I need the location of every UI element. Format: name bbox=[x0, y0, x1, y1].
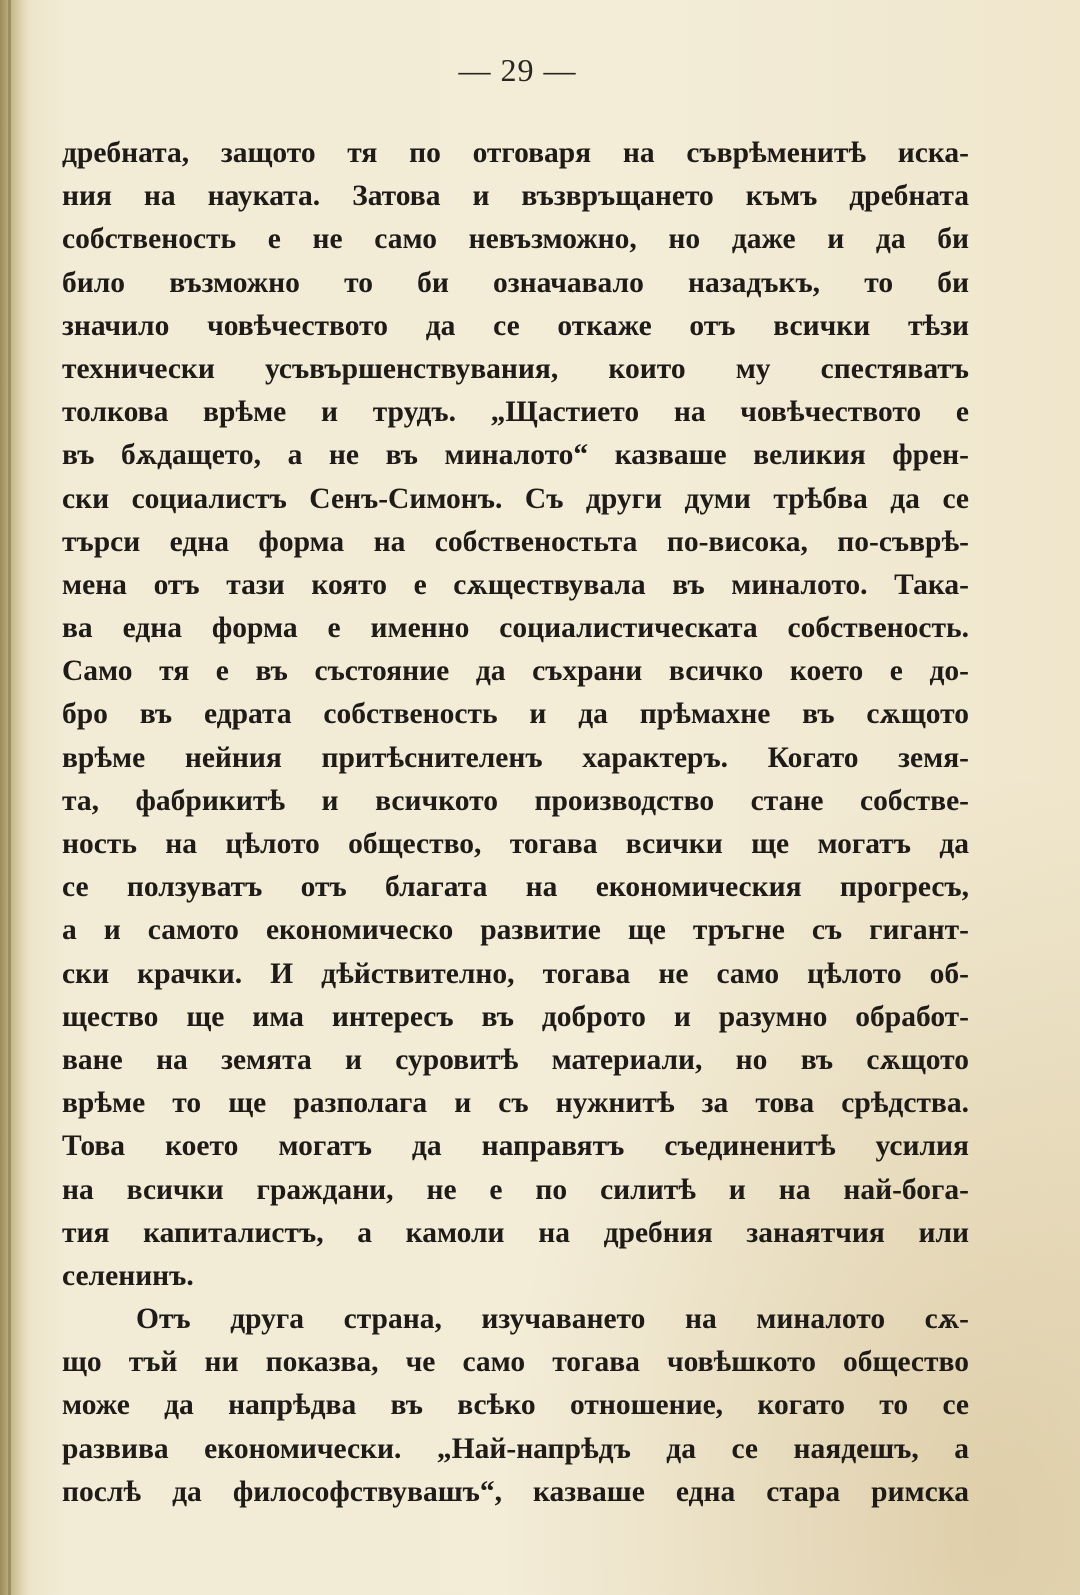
text-line: ски социалистъ Сенъ-Симонъ. Съ други думи трѣбва да се bbox=[62, 482, 969, 515]
text-line: щество ще има интересъ въ доброто и разумно обработ- bbox=[62, 1000, 969, 1033]
text-line: търси една форма на собственостьта по-висока, по-съврѣ- bbox=[62, 525, 969, 558]
text-line: та, фабрикитѣ и всичкото производство стане собстве- bbox=[62, 784, 969, 817]
text-line: ване на земята и суровитѣ материали, но въ сѫщото bbox=[62, 1043, 969, 1076]
text-line: бро въ едрата собственость и да прѣмахне въ сѫщото bbox=[62, 698, 969, 731]
text-line: толкова врѣме и трудъ. „Щастието на човѣчеството е bbox=[62, 396, 969, 429]
text-line: ния на науката. Затова и възвръщането къмъ дребната bbox=[62, 180, 969, 213]
text-line: мена отъ тази която е сѫществувала въ миналото. Така- bbox=[62, 568, 969, 601]
text-line: послѣ да философствувашъ“, казваше една стара римска bbox=[62, 1475, 969, 1508]
text-line: значило човѣчеството да се откаже отъ всички тѣзи bbox=[62, 309, 969, 342]
text-line: ность на цѣлото общество, тогава всички ще могатъ да bbox=[62, 828, 969, 860]
text-line: се ползуватъ отъ благата на економическия прогресъ, bbox=[62, 871, 969, 904]
text-line: може да напрѣдва въ всѣко отношение, когато то се bbox=[62, 1389, 969, 1422]
text-line: собственость е не само невъзможно, но даже и да би bbox=[62, 223, 969, 256]
text-line: на всички граждани, не е по силитѣ и на най-бога- bbox=[62, 1173, 969, 1206]
text-line: Отъ друга страна, изучаването на миналото сѫ- bbox=[136, 1303, 969, 1336]
text-line: а и самото економическо развитие ще тръгне съ гигант- bbox=[62, 914, 969, 947]
text-line: врѣме то ще разполага и съ нужнитѣ за това срѣдства. bbox=[62, 1087, 969, 1120]
page-number: — 29 — bbox=[458, 52, 577, 88]
text-line: ва една форма е именно социалистическата собственость. bbox=[62, 612, 969, 645]
spine-crease bbox=[8, 0, 11, 1595]
text-line: дребната, защото тя по отговаря на съврѣменитѣ иска- bbox=[62, 137, 969, 169]
text-line: селенинъ. bbox=[62, 1259, 194, 1292]
text-line: тия капиталистъ, а камоли на дребния занаятчия или bbox=[62, 1216, 969, 1249]
text-line: развива економически. „Най-напрѣдъ да се наядешъ, а bbox=[62, 1432, 969, 1465]
text-line: врѣме нейния притѣснителенъ характеръ. Когато земя- bbox=[62, 741, 969, 774]
text-line: Това което могатъ да направятъ съединенитѣ усилия bbox=[62, 1130, 969, 1163]
text-line: ски крачки. И дѣйствително, тогава не само цѣлото об- bbox=[62, 957, 969, 990]
book-spine-shadow bbox=[0, 0, 30, 1595]
text-line: що тъй ни показва, че само тогава човѣшкото общество bbox=[62, 1346, 969, 1379]
text-line: било възможно то би означавало назадъкъ, то би bbox=[62, 266, 969, 299]
text-line: въ бѫдащето, а не въ миналото“ казваше великия френ- bbox=[62, 439, 969, 472]
body-text bbox=[62, 132, 969, 1514]
text-line: технически усъвършенствувания, които му спестяватъ bbox=[62, 352, 969, 385]
text-line: Само тя е въ състояние да съхрани всичко което е до- bbox=[62, 655, 969, 688]
